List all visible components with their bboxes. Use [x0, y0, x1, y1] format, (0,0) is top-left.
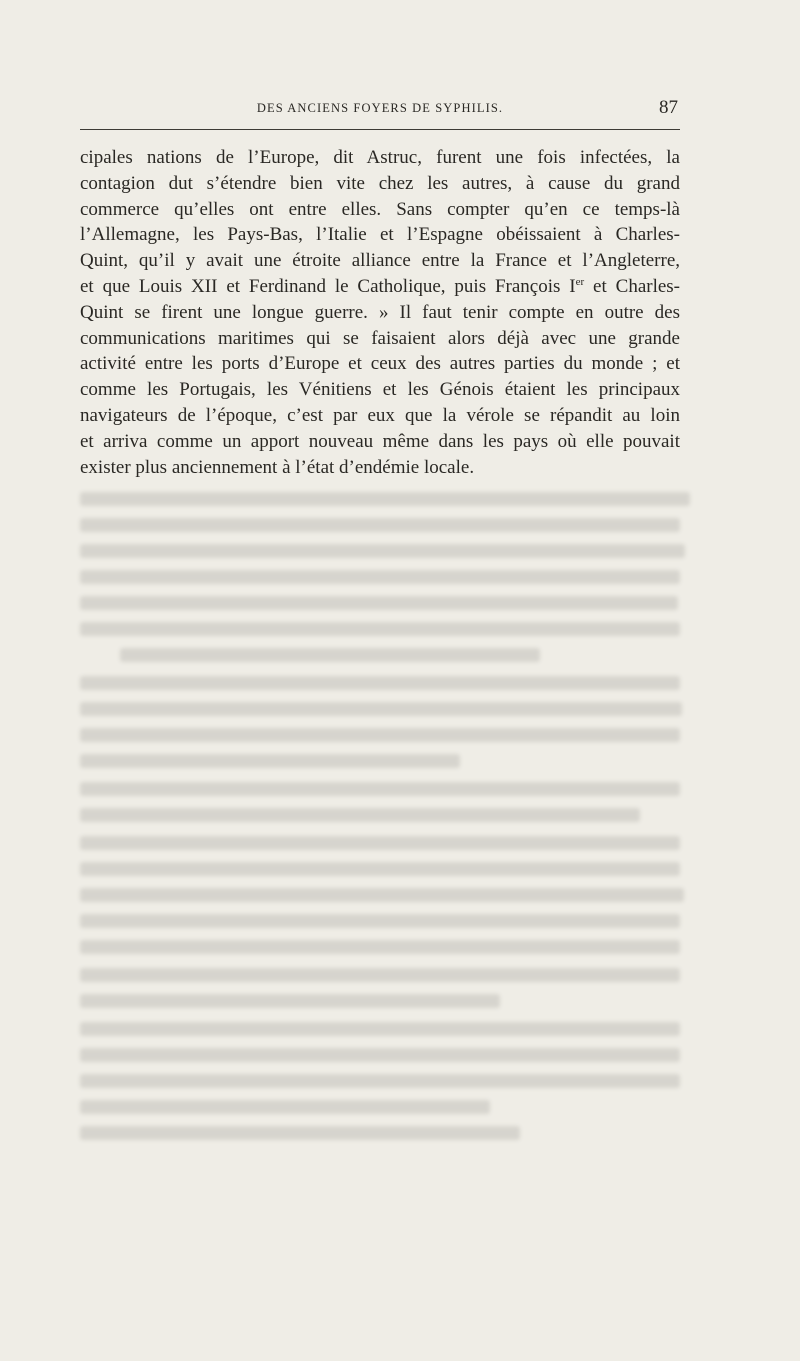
text-line: Quint se firent une longue guerre. » Il faut tenir compte en outre des: [80, 301, 680, 323]
text-line: l’Allemagne, les Pays-Bas, l’Italie et l’Espagne obéissaient à Charles-: [80, 224, 680, 246]
text-line: commerce qu’elles ont entre elles. Sans compter qu’en ce temps-là: [80, 198, 680, 220]
ordinal-superscript: er: [575, 275, 585, 288]
text-line: cipales nations de l’Europe, dit Astruc, furent une fois infectées, la: [80, 147, 680, 168]
text-line: Quint, qu’il y avait une étroite alliance entre la France et l’Angleterre,: [80, 250, 680, 272]
text-line-tail: et Charles-: [584, 275, 681, 297]
running-title: DES ANCIENS FOYERS DE SYPHILIS.: [256, 101, 504, 115]
text-line: contagion dut s’étendre bien vite chez les autres, à cause du grand: [80, 172, 680, 194]
show-through-texture: [0, 470, 800, 1190]
header-rule: [80, 129, 680, 130]
page-number: 87: [659, 97, 678, 118]
text-line: activité entre les ports d’Europe et ceux des autres parties du monde ; et: [80, 353, 680, 375]
text-line: communications maritimes qui se faisaient alors déjà avec une grande: [80, 327, 680, 349]
body-paragraph: [80, 145, 680, 480]
text-line: [80, 274, 680, 300]
text-line: et arriva comme un apport nouveau même dans les pays où elle pouvait: [80, 430, 680, 452]
text-line-lead: et que Louis XII et Ferdinand le Catholique, puis François I: [80, 275, 576, 297]
text-line: comme les Portugais, les Vénitiens et les Génois étaient les principaux: [80, 379, 680, 401]
text-line: navigateurs de l’époque, c’est par eux que la vérole se répandit au loin: [80, 404, 680, 426]
text-line: exister plus anciennement à l’état d’endémie locale.: [80, 456, 475, 478]
page-header: [80, 97, 680, 117]
